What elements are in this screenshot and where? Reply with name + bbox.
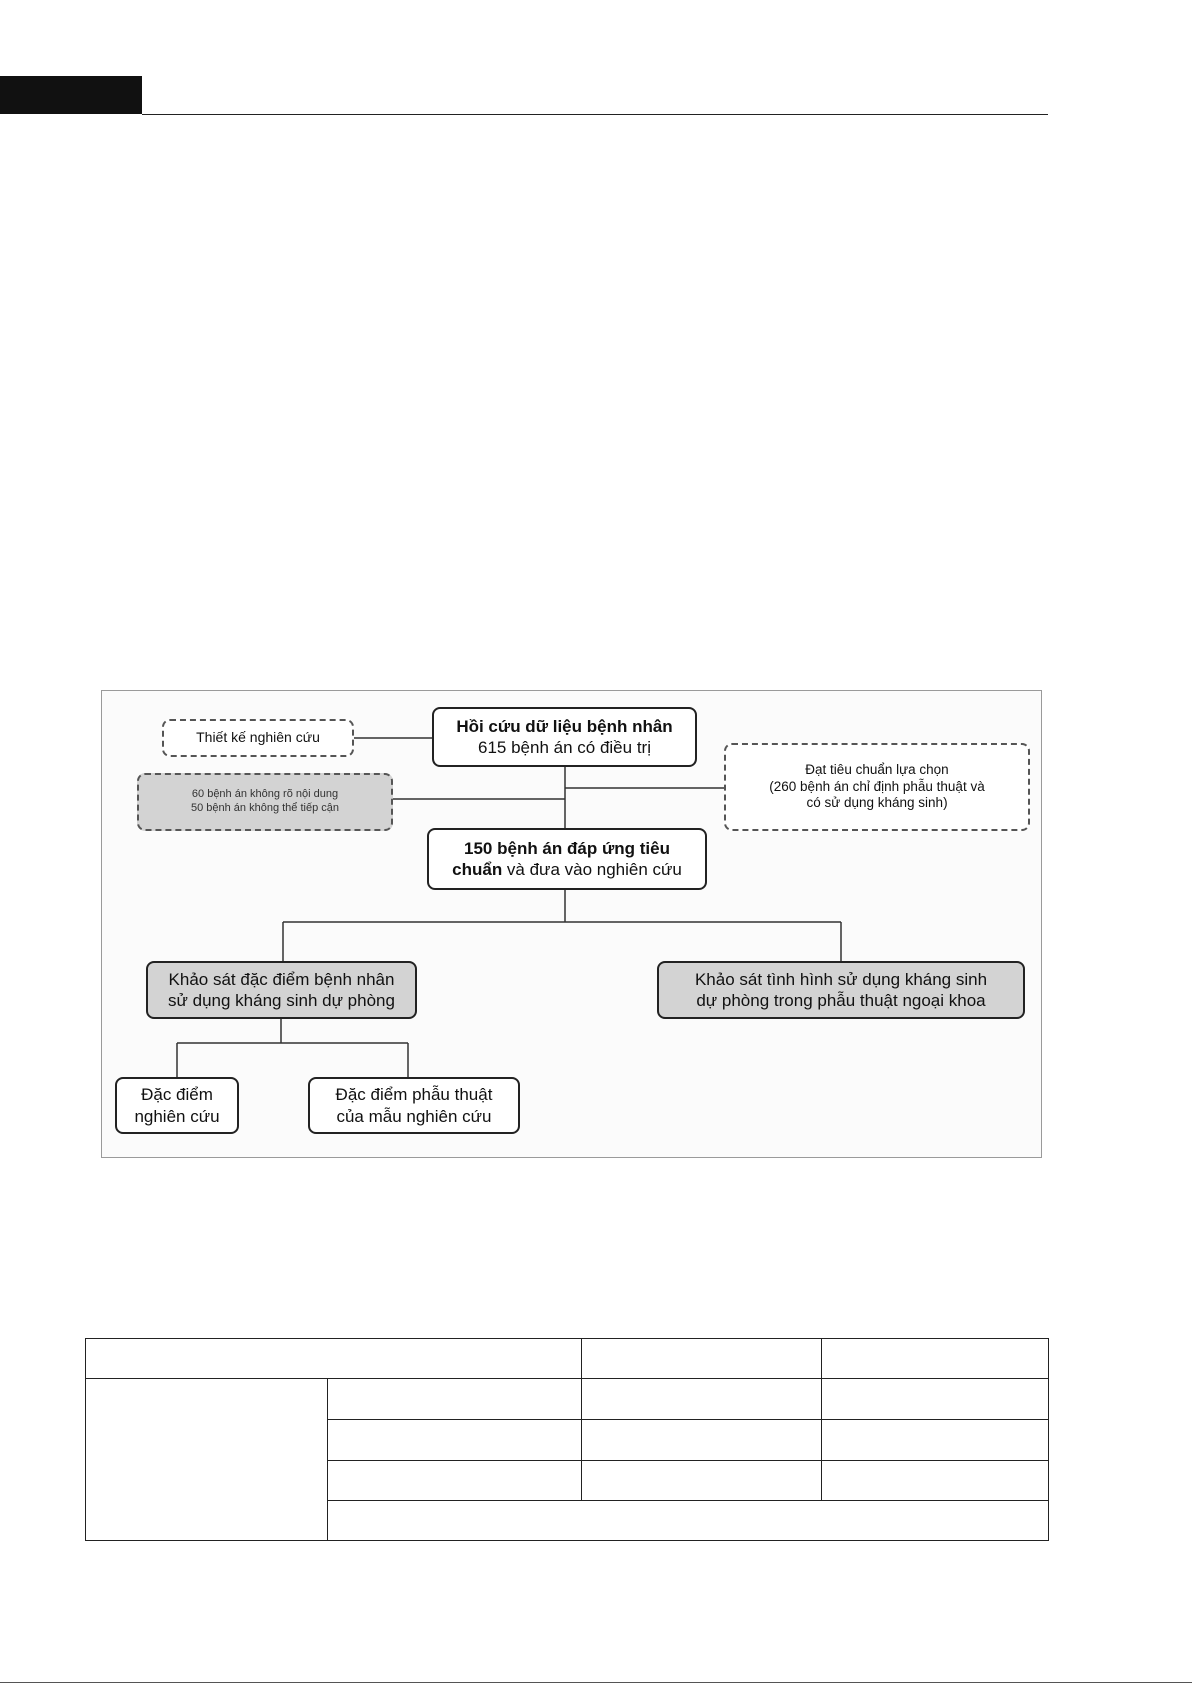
node-leaf-a-line1: Đặc điểm (141, 1085, 213, 1105)
study-flow-diagram (101, 690, 1042, 1158)
node-usage-line2: dự phòng trong phẫu thuật ngoại khoa (696, 991, 986, 1010)
node-criteria-line3: có sử dụng kháng sinh) (806, 795, 948, 811)
node-included-line2 (452, 859, 682, 880)
node-leaf-b-line1: Đặc điểm phẫu thuật (335, 1085, 493, 1105)
node-selection-criteria (724, 743, 1030, 831)
table-col-3 (821, 1338, 822, 1501)
table-col-left (85, 1338, 86, 1541)
table-rule-top (85, 1338, 1049, 1339)
node-antibiotic-usage (657, 961, 1025, 1019)
node-retrospective-data (432, 707, 697, 767)
node-included-rest: và đưa vào nghiên cứu (502, 860, 682, 879)
node-included-records (427, 828, 707, 890)
node-criteria-line2: (260 bệnh án chỉ định phẫu thuật và (769, 778, 985, 794)
node-leaf-b-line2: của mẫu nghiên cứu (336, 1106, 492, 1126)
table-col-2 (581, 1338, 582, 1501)
table-rule-row3 (327, 1500, 1049, 1501)
header-rule (142, 114, 1048, 115)
node-excluded-line1: 60 bệnh án không rõ nội dung (191, 788, 339, 801)
node-patient-characteristics (146, 961, 417, 1019)
node-study-design (162, 719, 354, 757)
table-col-right (1048, 1338, 1049, 1541)
header-black-tab (0, 76, 142, 114)
footer-rule (0, 1682, 1192, 1683)
table-col-1 (327, 1378, 328, 1541)
node-excluded-line2: 50 bệnh án không thể tiếp cận (190, 802, 339, 814)
table-rule-row2 (327, 1460, 1049, 1461)
node-study-characteristics (115, 1077, 239, 1134)
node-retrospective-title: Hồi cứu dữ liệu bệnh nhân (456, 716, 673, 736)
node-excluded-records (137, 773, 393, 831)
table-rule-row1 (327, 1419, 1049, 1420)
node-surgical-characteristics (308, 1077, 520, 1134)
node-study-design-label: Thiết kế nghiên cứu (196, 729, 320, 746)
empty-results-table (85, 1338, 1049, 1541)
node-usage-line1: Khảo sát tình hình sử dụng kháng sinh (694, 969, 988, 989)
node-included-line1: 150 bệnh án đáp ứng tiêu (464, 838, 670, 858)
node-retrospective-count: 615 bệnh án có điều trị (478, 738, 651, 757)
node-patient-line2: sử dụng kháng sinh dự phòng (168, 991, 395, 1010)
node-included-bold: chuẩn (452, 860, 503, 879)
table-rule-header (85, 1378, 1049, 1379)
node-criteria-line1: Đạt tiêu chuẩn lựa chọn (805, 761, 949, 777)
node-patient-line1: Khảo sát đặc điểm bệnh nhân (168, 969, 395, 989)
node-leaf-a-line2: nghiên cứu (134, 1106, 220, 1126)
table-rule-bottom (85, 1540, 1049, 1541)
